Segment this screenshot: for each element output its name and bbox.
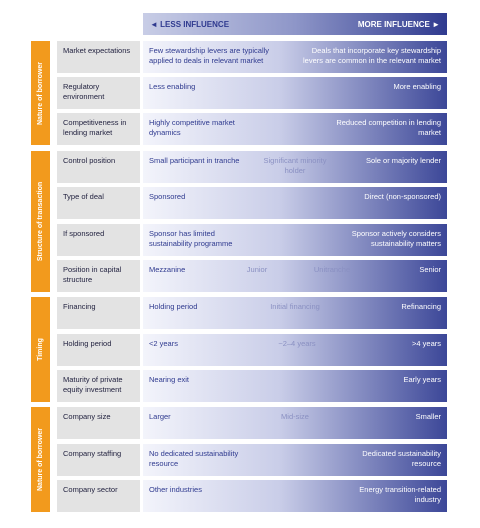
less-influence-value: Highly competitive market dynamics [149, 118, 235, 138]
more-influence-value: Deals that incorporate key stewardship levers are common in the relevant market [303, 46, 441, 66]
more-influence-value: >4 years [412, 339, 441, 348]
factor-label: Company staffing [57, 444, 140, 476]
less-influence-value: <2 years [149, 339, 178, 348]
more-influence-value: More enabling [393, 82, 441, 91]
less-influence-label: ◄ LESS INFLUENCE [150, 19, 230, 29]
less-influence-value: Few stewardship levers are typically applied to deals in relevant market [149, 46, 270, 66]
less-influence-value: No dedicated sustainability resource [149, 449, 239, 469]
more-influence-value: Refinancing [401, 302, 441, 311]
more-influence-value: Early years [403, 375, 441, 384]
factor-label: If sponsored [57, 224, 140, 256]
factor-label: Company size [57, 407, 140, 439]
group-label: Structure of transaction [37, 181, 45, 262]
factor-label: Holding period [57, 334, 140, 366]
group-label: Nature of borrower [37, 427, 45, 492]
factor-label: Type of deal [57, 187, 140, 219]
less-influence-value: Holding period [149, 302, 198, 311]
factor-label: Competitiveness in lending market [57, 113, 140, 145]
more-influence-value: Smaller [415, 412, 441, 421]
influence-scale-row [143, 334, 447, 366]
factor-label: Maturity of private equity investment [57, 370, 140, 402]
less-influence-value: Sponsored [149, 192, 186, 201]
intermediate-value: Initial financing [270, 302, 320, 311]
more-influence-label: MORE INFLUENCE ► [357, 19, 440, 29]
intermediate-value: Mid-size [281, 412, 309, 421]
less-influence-value: Larger [149, 412, 171, 421]
more-influence-value: Senior [419, 265, 441, 274]
more-influence-value: Sponsor actively considers sustainability matters [351, 229, 441, 249]
group-bar [31, 41, 50, 145]
influence-scale-row [143, 407, 447, 439]
factor-label: Company sector [57, 480, 140, 512]
less-influence-value: Small participant in tranche [149, 156, 240, 165]
less-influence-value: Nearing exit [149, 375, 190, 384]
intermediate-value: ~2–4 years [278, 339, 316, 348]
factor-label: Regulatory environment [57, 77, 140, 109]
influence-scale-row [143, 187, 447, 219]
influence-scale-row [143, 41, 447, 73]
intermediate-value: Unitranche [313, 265, 351, 274]
factor-label: Position in capital structure [57, 260, 140, 292]
group-bar [31, 151, 50, 292]
group-bar [31, 407, 50, 512]
less-influence-value: Sponsor has limited sustainability programme [149, 229, 233, 249]
influence-scale-row [143, 370, 447, 402]
group-label: Nature of borrower [37, 61, 45, 125]
less-influence-value: Other industries [149, 485, 202, 494]
influence-scale-row [143, 151, 447, 183]
more-influence-value: Direct (non-sponsored) [364, 192, 441, 201]
influence-scale-row [143, 224, 447, 256]
influence-scale-row [143, 77, 447, 109]
more-influence-value: Dedicated sustainability resource [362, 449, 441, 469]
influence-scale-header [143, 13, 447, 35]
factor-label: Control position [57, 151, 140, 183]
group-bar [31, 297, 50, 402]
influence-scale-row [143, 113, 447, 145]
influence-scale-row [143, 444, 447, 476]
less-influence-value: Less enabling [149, 82, 196, 91]
more-influence-value: Reduced competition in lending market [336, 118, 441, 138]
intermediate-value: Significant minority holder [263, 156, 327, 176]
less-influence-value: Mezzanine [149, 265, 186, 274]
influence-scale-row [143, 260, 447, 292]
intermediate-value: Junior [246, 265, 268, 274]
group-label: Timing [37, 338, 45, 361]
influence-scale-row [143, 480, 447, 512]
factor-label: Market expectations [57, 41, 140, 73]
more-influence-value: Energy transition-related industry [359, 485, 441, 505]
factor-label: Financing [57, 297, 140, 329]
more-influence-value: Sole or majority lender [365, 156, 441, 165]
influence-scale-row [143, 297, 447, 329]
